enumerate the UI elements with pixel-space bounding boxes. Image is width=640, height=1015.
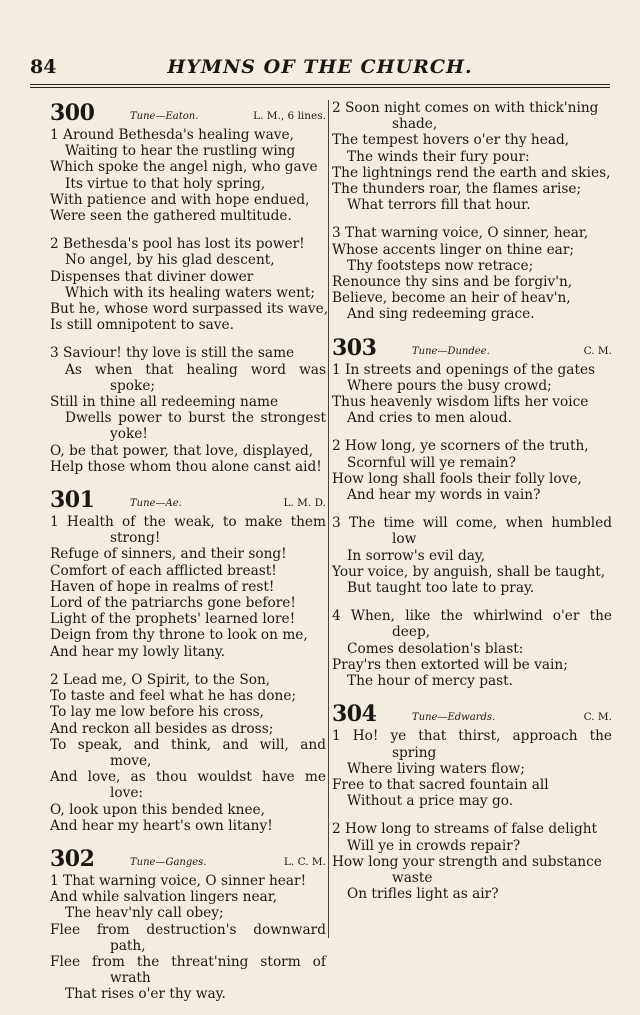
verse-line: Haven of hope in realms of rest!: [50, 578, 275, 595]
verse-line: On trifles light as air?: [347, 886, 499, 903]
page-number: 84: [30, 56, 57, 78]
verse-line: And sing redeeming grace.: [347, 306, 535, 323]
hymn-heading: [332, 701, 612, 727]
hymn-number: 303: [332, 334, 377, 361]
verse-line: spoke;: [110, 377, 156, 394]
verse-line: move,: [110, 752, 152, 769]
meter-label: L. M. D.: [283, 497, 326, 510]
header-rule: [30, 84, 610, 88]
verse-line: wrath: [110, 970, 151, 987]
verse-line: Free to that sacred fountain all: [332, 776, 549, 793]
verse-line: How long your strength and substance: [332, 853, 602, 870]
verse-line: Were seen the gathered multitude.: [50, 208, 292, 225]
verse-line: yoke!: [110, 426, 148, 443]
hymn-heading: [50, 846, 326, 872]
verse-line: Flee from the threat'ning storm of: [50, 953, 326, 970]
meter-label: L. C. M.: [283, 855, 326, 868]
hymn-number: 302: [50, 845, 95, 872]
verse-line: shade,: [392, 116, 438, 133]
verse-line: The lightnings rend the earth and skies,: [332, 164, 611, 181]
verse: [332, 608, 612, 689]
verse-line: 1 In streets and openings of the gates: [332, 361, 596, 378]
verse-line: 1 Around Bethesda's healing wave,: [50, 127, 294, 143]
verse-line: 4 When, like the whirlwind o'er the: [332, 608, 612, 625]
verse-line: The thunders roar, the flames arise;: [332, 181, 582, 198]
verse-line: And hear my heart's own litany!: [50, 817, 273, 834]
verse-line: O, look upon this bended knee,: [50, 801, 265, 818]
verse-line: Deign from thy throne to look on me,: [50, 627, 308, 644]
verse-line: Refuge of sinners, and their song!: [50, 546, 287, 563]
verse-line: deep,: [392, 624, 431, 641]
verse-line: waste: [392, 869, 433, 886]
verse: [332, 821, 612, 902]
verse-line: Which with its healing waters went;: [65, 284, 316, 301]
verse-line: 3 The time will come, when humbled: [332, 515, 612, 532]
verse-line: Its virtue to that holy spring,: [65, 175, 266, 192]
verse-line: What terrors fill that hour.: [347, 197, 531, 214]
meter-label: L. M., 6 lines.: [253, 110, 326, 122]
hymn-block: [50, 100, 329, 475]
verse-line: To speak, and think, and will, and: [50, 736, 326, 753]
verse-line: Which spoke the angel nigh, who gave: [50, 159, 318, 176]
hymn-number: 301: [50, 487, 95, 514]
verse-line: 2 Lead me, O Spirit, to the Son,: [50, 671, 271, 688]
verse-line: Scornful will ye remain?: [347, 454, 516, 471]
verse-line: Pray'rs then extorted will be vain;: [332, 656, 568, 673]
meter-label: C. M.: [583, 344, 612, 357]
verse-line: Flee from destruction's downward: [50, 921, 326, 938]
verse-line: Dwells power to burst the strongest: [65, 410, 326, 427]
hymn-block: [332, 701, 612, 902]
verse-line: Renounce thy sins and be forgiv'n,: [332, 274, 573, 291]
verse-line: Light of the prophets' learned lore!: [50, 611, 296, 628]
verse-line: And cries to men aloud.: [347, 410, 512, 427]
tune-name: Tune—Ganges.: [130, 856, 207, 868]
hymn-block: [332, 335, 612, 690]
verse-line: To lay me low before his cross,: [50, 704, 264, 721]
verse-line: Thy footsteps now retrace;: [347, 257, 534, 274]
verse-line: 1 Ho! ye that thirst, approach the: [332, 728, 612, 745]
verse-line: spring: [392, 744, 437, 761]
verse-line: Still in thine all redeeming name: [50, 394, 279, 411]
verse-line: But taught too late to pray.: [347, 580, 535, 597]
verse-line: Waiting to hear the rustling wing: [65, 143, 296, 160]
verse-line: Believe, become an heir of heav'n,: [332, 290, 571, 307]
hymn-number: 300: [50, 100, 95, 126]
verse-line: 2 How long to streams of false delight: [332, 821, 598, 838]
hymn-heading: [50, 487, 326, 513]
verse-line: Help those whom thou alone canst aid!: [50, 458, 322, 475]
verse-line: strong!: [110, 530, 161, 547]
verse-line: Whose accents linger on thine ear;: [332, 241, 574, 258]
verse-line: Comfort of each afflicted breast!: [50, 562, 277, 579]
verse-line: Without a price may go.: [347, 793, 514, 810]
verse: [50, 672, 326, 834]
verse-line: That rises o'er thy way.: [65, 986, 226, 1003]
verse: [332, 438, 612, 503]
verse-line: 2 Soon night comes on with thick'ning: [332, 100, 599, 116]
verse-line: 2 Bethesda's pool has lost its power!: [50, 236, 305, 253]
verse-line: O, be that power, that love, displayed,: [50, 442, 314, 459]
verse-line: The tempest hovers o'er thy head,: [332, 132, 570, 149]
verse-line: Lord of the patriarchs gone before!: [50, 595, 296, 612]
tune-name: Tune—Dundee.: [412, 345, 490, 357]
verse: [50, 514, 326, 660]
tune-name: Tune—Edwards.: [412, 712, 496, 724]
verse-line: And love, as thou wouldst have me: [50, 769, 326, 786]
hymn-block: [332, 100, 612, 323]
verse-line: And hear my words in vain?: [347, 487, 541, 504]
verse: [332, 225, 612, 322]
verse-line: The heav'nly call obey;: [65, 905, 224, 922]
hymn-number: 304: [332, 701, 377, 728]
verse: [332, 728, 612, 809]
verse: [50, 345, 326, 475]
verse-line: And hear my lowly litany.: [50, 643, 226, 660]
column-divider: [328, 100, 329, 938]
verse-line: And reckon all besides as dross;: [50, 720, 274, 737]
verse-line: 3 That warning voice, O sinner, hear,: [332, 225, 589, 242]
left-column: [50, 100, 329, 1015]
verse-line: Thus heavenly wisdom lifts her voice: [332, 394, 589, 411]
verse-line: Comes desolation's blast:: [347, 640, 524, 657]
verse-line: As when that healing word was: [65, 361, 326, 378]
running-title: HYMNS OF THE CHURCH.: [167, 56, 473, 78]
verse-line: In sorrow's evil day,: [347, 547, 486, 564]
tune-name: Tune—Eaton.: [130, 111, 199, 122]
verse-line: Where pours the busy crowd;: [347, 377, 552, 394]
verse-line: Dispenses that diviner dower: [50, 268, 254, 285]
verse-line: low: [392, 531, 417, 548]
verse-line: No angel, by his glad descent,: [65, 252, 275, 269]
verse-line: 1 Health of the weak, to make them: [50, 514, 326, 531]
hymn-heading: [332, 335, 612, 361]
verse-line: Is still omnipotent to save.: [50, 317, 234, 334]
verse-line: love:: [110, 785, 144, 802]
verse-line: Where living waters flow;: [347, 760, 525, 777]
hymn-heading: [50, 100, 326, 126]
verse-line: Will ye in crowds repair?: [347, 837, 521, 854]
verse-line: To taste and feel what he has done;: [50, 688, 297, 705]
verse-line: The hour of mercy past.: [347, 673, 513, 690]
verse-line: Your voice, by anguish, shall be taught,: [332, 563, 606, 580]
verse: [50, 127, 326, 224]
hymn-block: [50, 846, 326, 1003]
verse: [332, 100, 612, 213]
meter-label: C. M.: [583, 711, 612, 724]
verse-line: path,: [110, 937, 146, 954]
hymn-block: [50, 487, 326, 834]
verse: [332, 515, 612, 596]
verse-line: How long shall fools their folly love,: [332, 470, 582, 487]
verse-line: And while salvation lingers near,: [50, 889, 278, 906]
verse: [332, 362, 612, 427]
verse-line: 1 That warning voice, O sinner hear!: [50, 872, 307, 889]
tune-name: Tune—Ae.: [130, 498, 182, 510]
right-column: [332, 100, 612, 914]
verse-line: The winds their fury pour:: [347, 148, 530, 165]
verse: [50, 236, 329, 334]
verse-line: But he, whose word surpassed its wave,: [50, 301, 329, 318]
verse: [50, 873, 326, 1003]
verse-line: With patience and with hope endued,: [50, 191, 310, 208]
verse-line: 3 Saviour! thy love is still the same: [50, 345, 295, 362]
verse-line: 2 How long, ye scorners of the truth,: [332, 438, 589, 455]
